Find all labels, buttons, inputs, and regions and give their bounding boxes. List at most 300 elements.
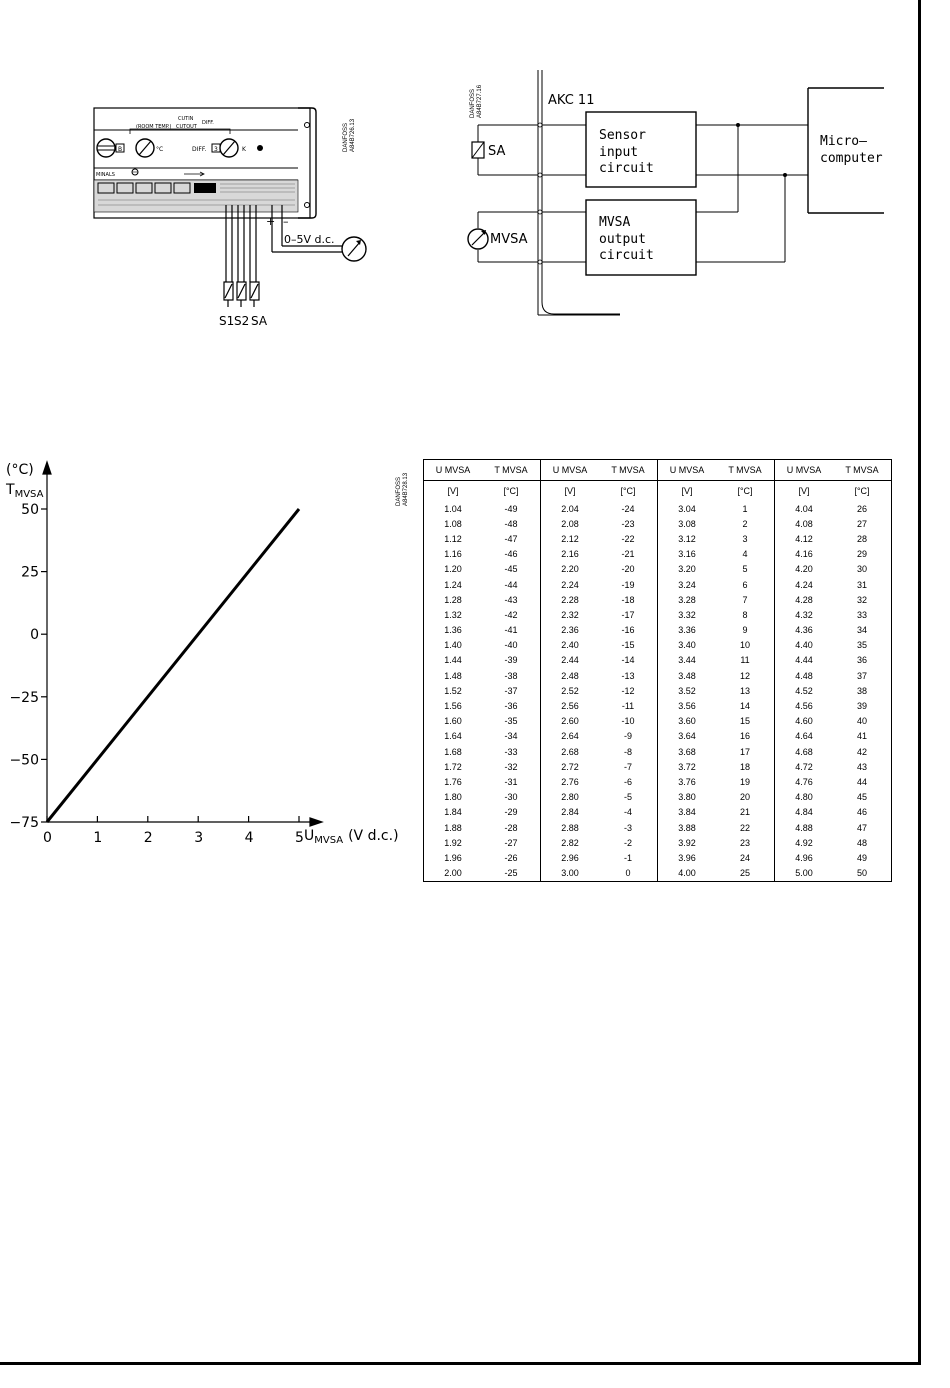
- table-row: [424, 607, 892, 622]
- table-cell: -17: [621, 609, 635, 620]
- table-cell: 2.20: [541, 562, 600, 577]
- table-cell: -26: [504, 852, 518, 863]
- table-cell: 4.36: [775, 623, 834, 638]
- table-cell: 1.92: [444, 837, 462, 848]
- table-cell: 4: [742, 549, 748, 560]
- table-cell: 1.32: [444, 609, 462, 620]
- table-cell: -15: [621, 640, 635, 651]
- table-cell: -34: [504, 731, 518, 742]
- table-cell: 28: [856, 533, 867, 544]
- table-row: [424, 744, 892, 759]
- table-row: [424, 562, 892, 577]
- table-cell: 40: [856, 716, 867, 727]
- table-cell: -19: [621, 579, 635, 590]
- table-cell: -4: [623, 807, 632, 818]
- table-cell: 36: [856, 655, 867, 666]
- table-cell: 2.24: [541, 577, 600, 592]
- table-cell: -10: [621, 716, 635, 727]
- table-cell: 2.32: [541, 607, 600, 622]
- table-cell: 4.12: [775, 531, 834, 546]
- table-cell: 34: [856, 625, 867, 636]
- table-unit-cell: [°C]: [503, 486, 519, 496]
- table-cell: 1.84: [444, 807, 462, 818]
- table-cell: 25: [739, 868, 750, 879]
- micro-line-1: Micro–: [820, 134, 867, 149]
- x-tick-label: 5: [295, 830, 304, 846]
- table-row: [424, 866, 892, 882]
- table-cell: 35: [856, 640, 867, 651]
- table-cell: -30: [504, 792, 518, 803]
- table-header-cell: T MVSA: [716, 460, 775, 481]
- table-cell: 3.36: [658, 623, 717, 638]
- table-cell: 2: [742, 518, 748, 529]
- x-tick-label: 0: [43, 830, 52, 846]
- table-cell: 1.28: [444, 594, 462, 605]
- table-cell: -2: [623, 837, 632, 848]
- table-cell: 4.40: [775, 638, 834, 653]
- table-header-cell: U MVSA: [775, 460, 834, 481]
- table-cell: 1.64: [444, 731, 462, 742]
- terminals-label: MINALS: [96, 172, 115, 178]
- table-cell: 3.92: [658, 835, 717, 850]
- table-cell: 4.68: [775, 744, 834, 759]
- table-row: [424, 668, 892, 683]
- table-cell: 4.92: [775, 835, 834, 850]
- mvsa-box-line-2: output: [599, 232, 646, 247]
- table-cell: -20: [621, 564, 635, 575]
- diff-top-label: DIFF.: [202, 120, 214, 126]
- table-cell: -21: [621, 549, 635, 560]
- akc-label: AKC 11: [548, 93, 595, 108]
- table-cell: 14: [739, 701, 750, 712]
- table-cell: 6: [742, 579, 748, 590]
- voltage-label: 0–5V d.c.: [284, 233, 335, 246]
- table-row: [424, 774, 892, 789]
- fig3-code: DANFOSS A84B728.13: [396, 472, 409, 506]
- table-header-cell: U MVSA: [658, 460, 717, 481]
- table-cell: 45: [856, 792, 867, 803]
- table-unit-cell: [V]: [541, 481, 600, 502]
- x-sub-label: MVSA: [314, 835, 344, 846]
- table-cell: 4.80: [775, 790, 834, 805]
- table-row: [424, 638, 892, 653]
- table-cell: 2.00: [444, 868, 462, 879]
- table-cell: 4.48: [775, 668, 834, 683]
- table-cell: 4.08: [775, 516, 834, 531]
- table-cell: -47: [504, 533, 518, 544]
- table-cell: -36: [504, 701, 518, 712]
- table-cell: 2.82: [541, 835, 600, 850]
- table-row: [424, 683, 892, 698]
- table-cell: 3.40: [658, 638, 717, 653]
- table-cell: 3.64: [658, 729, 717, 744]
- table-cell: 2.84: [541, 805, 600, 820]
- table-cell: 3.84: [658, 805, 717, 820]
- table-row: [424, 698, 892, 713]
- fig1-code: DANFOSS A84B726.13: [343, 118, 356, 152]
- table-cell: 3.68: [658, 744, 717, 759]
- room-temp-label: (ROOM TEMP.): [136, 124, 172, 130]
- deg-c-label: °C: [156, 146, 164, 153]
- table-cell: 1.08: [444, 518, 462, 529]
- table-cell: 3.32: [658, 607, 717, 622]
- table-cell: -44: [504, 579, 518, 590]
- table-cell: 1.52: [444, 685, 462, 696]
- table-cell: 3.48: [658, 668, 717, 683]
- table-cell: -22: [621, 533, 635, 544]
- sensor-box-line-1: Sensor: [599, 128, 646, 143]
- table-cell: -25: [504, 868, 518, 879]
- table-cell: 1.36: [444, 625, 462, 636]
- x-tick-label: 2: [143, 830, 153, 846]
- table-unit-cell: [°C]: [620, 486, 636, 496]
- table-cell: -42: [504, 609, 518, 620]
- table-cell: 22: [739, 822, 750, 833]
- table-cell: 4.20: [775, 562, 834, 577]
- table-row: [424, 729, 892, 744]
- table-cell: 7: [742, 594, 748, 605]
- table-cell: 23: [739, 837, 750, 848]
- table-row: [424, 653, 892, 668]
- table-cell: 2.88: [541, 820, 600, 835]
- table-cell: 4.52: [775, 683, 834, 698]
- table-cell: -28: [504, 822, 518, 833]
- table-cell: -5: [623, 792, 632, 803]
- table-cell: 1.12: [444, 533, 462, 544]
- table-cell: 4.72: [775, 759, 834, 774]
- table-cell: 1.88: [444, 822, 462, 833]
- table-row: [424, 759, 892, 774]
- table-cell: 3.04: [658, 501, 717, 516]
- table-unit-cell: [V]: [775, 481, 834, 502]
- table-cell: 24: [739, 852, 750, 863]
- fig2-code: DANFOSS A84B727.16: [470, 84, 483, 118]
- x-axis-arrow: [310, 818, 322, 826]
- table-header-row: [424, 460, 892, 481]
- k-label: K: [242, 146, 246, 153]
- table-cell: 4.96: [775, 850, 834, 865]
- y-main-label: [5, 482, 44, 500]
- table-cell: -27: [504, 837, 518, 848]
- table-cell: 4.44: [775, 653, 834, 668]
- box-b-label: B: [118, 146, 123, 153]
- table-cell: 49: [856, 852, 867, 863]
- micro-line-2: computer: [820, 151, 883, 166]
- table-cell: 44: [856, 776, 867, 787]
- table-row: [424, 835, 892, 850]
- y-tick-label: −25: [9, 689, 39, 706]
- x-main-letter: U: [304, 828, 315, 844]
- y-sub-label: MVSA: [14, 489, 44, 500]
- table-row: [424, 577, 892, 592]
- table-cell: -3: [623, 822, 632, 833]
- table-cell: -14: [621, 655, 635, 666]
- mvsa-line: [47, 509, 299, 822]
- table-cell: -37: [504, 685, 518, 696]
- y-tick-label: 0: [30, 627, 39, 644]
- table-cell: 18: [739, 761, 750, 772]
- table-cell: 20: [739, 792, 750, 803]
- table-cell: -32: [504, 761, 518, 772]
- table-cell: 3.44: [658, 653, 717, 668]
- table-row: [424, 820, 892, 835]
- table-cell: 41: [856, 731, 867, 742]
- table-row: [424, 850, 892, 865]
- table-row: [424, 547, 892, 562]
- table-cell: 3.96: [658, 850, 717, 865]
- table-cell: -41: [504, 625, 518, 636]
- table-cell: 29: [856, 549, 867, 560]
- table-cell: 3.28: [658, 592, 717, 607]
- table-cell: 4.64: [775, 729, 834, 744]
- table-row: [424, 592, 892, 607]
- table-unit-cell: [°C]: [854, 486, 870, 496]
- y-tick-label: 25: [21, 564, 39, 581]
- table-unit-cell: [V]: [447, 486, 459, 496]
- table-cell: 3.60: [658, 714, 717, 729]
- table-header-cell: T MVSA: [833, 460, 892, 481]
- table-cell: -23: [621, 518, 635, 529]
- table-cell: 4.84: [775, 805, 834, 820]
- table-cell: 1: [742, 503, 748, 514]
- table-cell: 2.48: [541, 668, 600, 683]
- x-unit-label: (V d.c.): [348, 828, 399, 844]
- table-row: [424, 531, 892, 546]
- table-row: [424, 623, 892, 638]
- table-header-cell: T MVSA: [599, 460, 658, 481]
- table-cell: 21: [739, 807, 750, 818]
- table-row: [424, 805, 892, 820]
- table-cell: 4.60: [775, 714, 834, 729]
- block-diagram-figure: [460, 70, 890, 322]
- table-cell: -16: [621, 625, 635, 636]
- table-cell: 1.68: [444, 746, 462, 757]
- table-header-cell: T MVSA: [482, 460, 541, 481]
- table-row: [424, 790, 892, 805]
- table-cell: 4.04: [775, 501, 834, 516]
- table-cell: 42: [856, 746, 867, 757]
- sensor-box-line-3: circuit: [599, 161, 654, 176]
- y-tick-label: −50: [9, 752, 39, 769]
- table-cell: 50: [856, 868, 867, 879]
- s1-label: S1: [219, 314, 235, 328]
- table-cell: 2.60: [541, 714, 600, 729]
- table-cell: 3.00: [541, 866, 600, 882]
- table-cell: -48: [504, 518, 518, 529]
- mvsa-chart: [0, 452, 420, 852]
- table-header-cell: U MVSA: [424, 460, 483, 481]
- table-cell: 43: [856, 761, 867, 772]
- table-unit-cell: [V]: [658, 481, 717, 502]
- table-cell: -13: [621, 670, 635, 681]
- table-cell: -49: [504, 503, 518, 514]
- table-cell: 1.04: [444, 503, 462, 514]
- table-cell: -38: [504, 670, 518, 681]
- table-cell: 39: [856, 701, 867, 712]
- sa-label: SA: [251, 314, 268, 328]
- table-cell: 2.16: [541, 547, 600, 562]
- table-row: [424, 516, 892, 531]
- table-cell: 3.16: [658, 547, 717, 562]
- y-main-letter: T: [6, 482, 15, 498]
- table-cell: 3.56: [658, 698, 717, 713]
- table-cell: 2.96: [541, 850, 600, 865]
- table-cell: 1.16: [444, 549, 462, 560]
- y-axis-arrow: [43, 462, 51, 474]
- minus-label: –: [283, 215, 289, 228]
- sensor-box-line-2: input: [599, 145, 639, 160]
- table-cell: 4.76: [775, 774, 834, 789]
- table-cell: 4.88: [775, 820, 834, 835]
- table-cell: -33: [504, 746, 518, 757]
- table-cell: 1.60: [444, 716, 462, 727]
- table-cell: 2.40: [541, 638, 600, 653]
- table-cell: 26: [856, 503, 867, 514]
- table-cell: 5: [742, 564, 748, 575]
- table-cell: -11: [621, 701, 635, 712]
- mvsa-box-line-1: MVSA: [599, 215, 631, 230]
- table-cell: -12: [621, 685, 635, 696]
- table-cell: 1.80: [444, 792, 462, 803]
- table-cell: 0: [625, 868, 631, 879]
- table-cell: 13: [739, 685, 750, 696]
- table-cell: 30: [856, 564, 867, 575]
- table-cell: 1.76: [444, 776, 462, 787]
- diff-label: DIFF.: [192, 146, 207, 153]
- table-cell: 4.24: [775, 577, 834, 592]
- table-cell: -31: [504, 776, 518, 787]
- table-cell: 2.80: [541, 790, 600, 805]
- s2-label: S2: [234, 314, 250, 328]
- table-cell: 4.00: [658, 866, 717, 882]
- table-cell: -35: [504, 716, 518, 727]
- table-cell: 2.72: [541, 759, 600, 774]
- table-cell: -24: [621, 503, 635, 514]
- table-header-cell: U MVSA: [541, 460, 600, 481]
- table-cell: -8: [623, 746, 632, 757]
- table-cell: -7: [623, 761, 632, 772]
- table-row: [424, 501, 892, 516]
- table-cell: 4.32: [775, 607, 834, 622]
- table-cell: 2.52: [541, 683, 600, 698]
- table-cell: 8: [742, 609, 748, 620]
- table-cell: 2.36: [541, 623, 600, 638]
- table-cell: 19: [739, 776, 750, 787]
- table-cell: 3: [742, 533, 748, 544]
- x-main-label: [304, 828, 399, 846]
- table-cell: 1.44: [444, 655, 462, 666]
- table-cell: -9: [623, 731, 632, 742]
- table-cell: 2.44: [541, 653, 600, 668]
- table-row: [424, 714, 892, 729]
- table-cell: 2.04: [541, 501, 600, 516]
- table-unit-cell: [°C]: [737, 486, 753, 496]
- table-cell: 10: [739, 640, 750, 651]
- table-cell: 2.28: [541, 592, 600, 607]
- table-cell: 3.76: [658, 774, 717, 789]
- table-cell: 33: [856, 609, 867, 620]
- x-tick-label: 1: [93, 830, 103, 846]
- table-cell: 2.68: [541, 744, 600, 759]
- mvsa-label: MVSA: [490, 232, 528, 247]
- table-cell: 1.20: [444, 564, 462, 575]
- table-cell: -45: [504, 564, 518, 575]
- table-cell: 9: [742, 625, 748, 636]
- table-cell: 2.08: [541, 516, 600, 531]
- table-cell: 3.72: [658, 759, 717, 774]
- table-cell: 2.76: [541, 774, 600, 789]
- status-led: [257, 145, 263, 151]
- table-cell: -18: [621, 594, 635, 605]
- table-cell: 17: [739, 746, 750, 757]
- table-cell: 3.80: [658, 790, 717, 805]
- left-knob[interactable]: [97, 139, 115, 157]
- table-cell: 32: [856, 594, 867, 605]
- table-cell: -1: [623, 852, 632, 863]
- table-cell: -46: [504, 549, 518, 560]
- table-cell: -6: [623, 776, 632, 787]
- table-cell: 3.08: [658, 516, 717, 531]
- table-cell: 2.56: [541, 698, 600, 713]
- cutout-label: CUTOUT: [176, 124, 197, 130]
- table-cell: -40: [504, 640, 518, 651]
- table-cell: 12: [739, 670, 750, 681]
- table-cell: 1.56: [444, 701, 462, 712]
- table-cell: 4.28: [775, 592, 834, 607]
- table-cell: -29: [504, 807, 518, 818]
- y-tick-label: 50: [21, 502, 39, 518]
- y-tick-label: −75: [9, 815, 39, 831]
- table-cell: 2.64: [541, 729, 600, 744]
- table-cell: 1.96: [444, 852, 462, 863]
- table-cell: 3.20: [658, 562, 717, 577]
- table-cell: 4.56: [775, 698, 834, 713]
- box-3-label: 3: [214, 146, 218, 153]
- table-cell: 37: [856, 670, 867, 681]
- table-cell: 2.12: [541, 531, 600, 546]
- mvsa-box-line-3: circuit: [599, 248, 654, 263]
- x-tick-label: 3: [194, 830, 204, 846]
- table-cell: 3.88: [658, 820, 717, 835]
- table-cell: -43: [504, 594, 518, 605]
- table-cell: 27: [856, 518, 867, 529]
- table-cell: 3.24: [658, 577, 717, 592]
- table-cell: 1.72: [444, 761, 462, 772]
- table-cell: 31: [856, 579, 867, 590]
- table-cell: 5.00: [775, 866, 834, 882]
- table-cell: 4.16: [775, 547, 834, 562]
- table-cell: 1.40: [444, 640, 462, 651]
- table-cell: 47: [856, 822, 867, 833]
- table-cell: 3.12: [658, 531, 717, 546]
- table-cell: 48: [856, 837, 867, 848]
- table-cell: -39: [504, 655, 518, 666]
- plus-label: +: [266, 215, 276, 228]
- table-cell: 3.52: [658, 683, 717, 698]
- table-cell: 1.24: [444, 579, 462, 590]
- table-cell: 38: [856, 685, 867, 696]
- table-cell: 11: [740, 655, 750, 666]
- table-cell: 15: [739, 716, 750, 727]
- cutin-label: CUTIN: [178, 116, 194, 122]
- table-cell: 16: [739, 731, 750, 742]
- sa-label: SA: [488, 144, 506, 159]
- x-tick-label: 4: [244, 830, 254, 846]
- table-units-row: [424, 481, 892, 502]
- table-cell: 46: [856, 807, 867, 818]
- mvsa-table: [423, 459, 892, 882]
- y-unit-label: (°C): [6, 462, 34, 478]
